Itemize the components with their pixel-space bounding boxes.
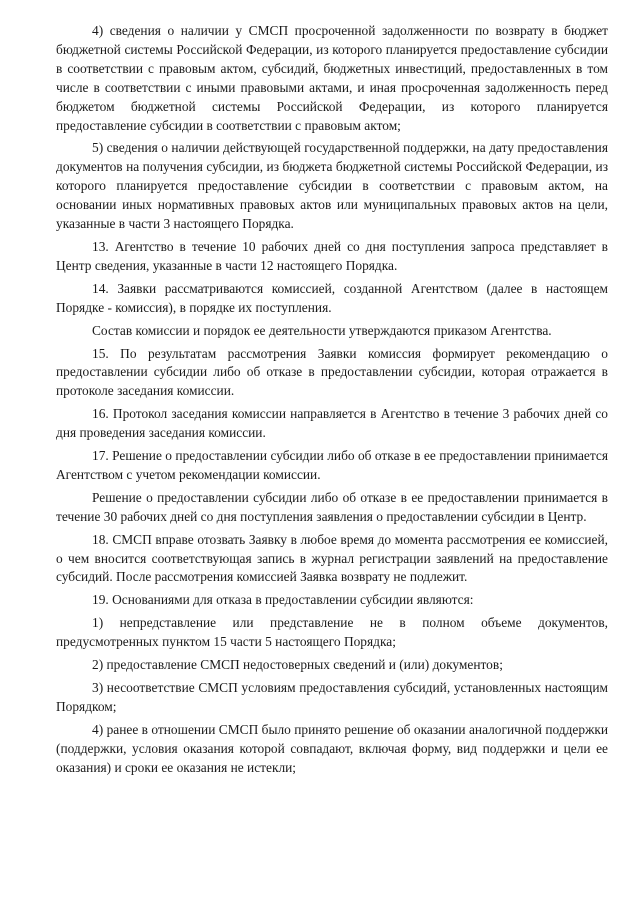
paragraph-15: 15. По результатам рассмотрения Заявки комиссия формирует рекомендацию о предоставлении субсидии либо об отказе в предоставлении субсидии, которая отражается в протоколе заседания комиссии. — [56, 345, 608, 399]
paragraph-18: 18. СМСП вправе отозвать Заявку в любое время до момента рассмотрения ее комиссией, о чем вносится соответствующая запись в журнал регистрации заявлений на предоставление субсидий. После рассмотрения комиссией Заявка возврату не подлежит. — [56, 531, 608, 585]
paragraph-19-item-3: 3) несоответствие СМСП условиям предоставления субсидий, установленных настоящим Порядком; — [56, 680, 608, 714]
document-page — [56, 22, 608, 778]
paragraph-19-item-2: 2) предоставление СМСП недостоверных сведений и (или) документов; — [92, 657, 503, 673]
paragraph-14: 14. Заявки рассматриваются комиссией, созданной Агентством (далее в настоящем Порядке - комиссия), в порядке их поступления. — [56, 280, 608, 315]
paragraph-item-4-overdue-debt: 4) сведения о наличии у СМСП просроченной задолженности по возврату в бюджет бюджетной системы Российской Федерации, из которого планируется предоставление субсидии в соответствии с правовым актом, субсидий, бюджетных инвестиций, предоставленных в том числе в соответствии с иными правовыми актами, и иная просроченная задолженность перед бюджетом бюджетной системы Российской Федерации, из которого планируется предоставление субсидии в соответствии с правовым актом; — [56, 23, 608, 133]
paragraph-19-item-4: 4) ранее в отношении СМСП было принято решение об оказании аналогичной поддержки (поддержки, условия оказания которой совпадают, включая форму, вид поддержки и цели ее оказания) и сроки ее оказания не истекли; — [56, 721, 608, 775]
paragraph-19-item-1: 1) непредставление или представление не в полном объеме документов, предусмотренных пунктом 15 части 5 настоящего Порядка; — [56, 615, 608, 650]
paragraph-16: 16. Протокол заседания комиссии направляется в Агентство в течение 3 рабочих дней со дня проведения заседания комиссии. — [56, 406, 608, 441]
paragraph-19: 19. Основаниями для отказа в предоставлении субсидии являются: — [92, 592, 474, 608]
paragraph-item-5-state-support: 5) сведения о наличии действующей государственной поддержки, на дату предоставления документов на получения субсидии, из бюджета бюджетной системы Российской Федерации, из которого планируется предоставление субсидии в соответствии с правовым актом, на основании иных нормативных правовых актов или муниципальных правовых актов на цели, указанные в части 3 настоящего Порядка. — [56, 140, 608, 232]
paragraph-commission-composition: Состав комиссии и порядок ее деятельности утверждаются приказом Агентства. — [92, 322, 552, 338]
paragraph-13: 13. Агентство в течение 10 рабочих дней со дня поступления запроса представляет в Центр сведения, указанные в части 12 настоящего Порядка. — [56, 238, 608, 273]
paragraph-decision-term: Решение о предоставлении субсидии либо об отказе в ее предоставлении принимается в течение 30 рабочих дней со дня поступления заявления о предоставлении субсидии в Центр. — [56, 489, 608, 524]
paragraph-17: 17. Решение о предоставлении субсидии либо об отказе в ее предоставлении принимается Агентством с учетом рекомендации комиссии. — [56, 448, 608, 482]
